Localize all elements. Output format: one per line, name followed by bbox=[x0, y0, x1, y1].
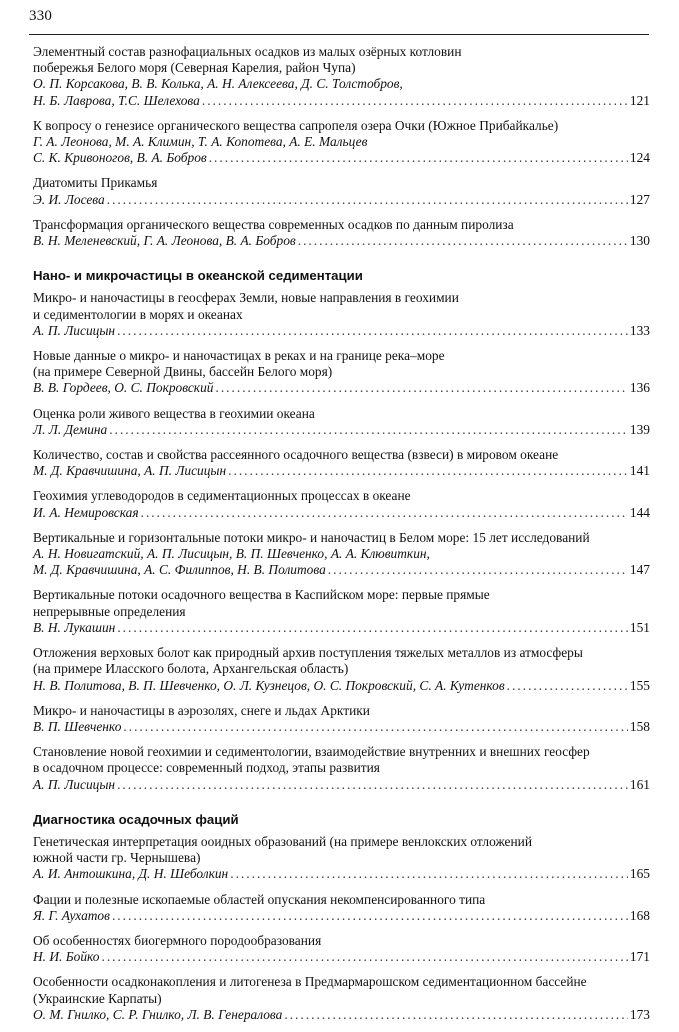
entry-authors-row bbox=[33, 505, 650, 521]
entry-authors-row bbox=[33, 949, 650, 965]
entry-authors-line: М. Д. Кравчишина, А. П. Лисицын bbox=[33, 463, 227, 479]
entry-authors-row bbox=[33, 233, 650, 249]
entry-authors-row bbox=[33, 323, 650, 339]
entry-title-line: Фации и полезные ископаемые областей опускания некомпенсированного типа bbox=[33, 891, 486, 907]
entry-page-number[interactable]: 151 bbox=[629, 619, 650, 635]
entry-title-line: Об особенностях биогермного породообразования bbox=[33, 932, 322, 948]
entry-title bbox=[33, 892, 650, 908]
entry-authors-row bbox=[33, 463, 650, 479]
entry-page-number[interactable]: 127 bbox=[629, 191, 650, 207]
entry-title bbox=[33, 175, 650, 191]
entry-authors-row bbox=[33, 678, 650, 694]
entry-authors-line: В. Н. Меленевский, Г. А. Леонова, В. А. Бобров bbox=[33, 233, 296, 249]
entry-authors-line: Я. Г. Аухатов bbox=[33, 907, 110, 923]
entry-title-line: южной части гр. Чернышева) bbox=[33, 850, 201, 866]
dot-leader bbox=[215, 380, 627, 396]
entry-title bbox=[33, 290, 650, 322]
entry-authors-line: А. И. Антошкина, Д. Н. Шеболкин bbox=[33, 866, 229, 882]
entry-page-number[interactable]: 171 bbox=[629, 949, 650, 965]
entry-authors-row bbox=[33, 719, 650, 735]
entry-title-line: (Украинские Карпаты) bbox=[33, 990, 162, 1006]
dot-leader bbox=[507, 678, 628, 694]
entry-page-number[interactable]: 173 bbox=[629, 1006, 650, 1022]
entry-authors-row bbox=[33, 192, 650, 208]
entry-page-number[interactable]: 136 bbox=[629, 380, 650, 396]
entry-title bbox=[33, 933, 650, 949]
entry-title-line: в осадочном процессе: современный подход, этапы развития bbox=[33, 760, 380, 776]
entry-authors-line: А. Н. Новигатский, А. П. Лисицын, В. П. Шевченко, А. А. Клювиткин, bbox=[33, 546, 430, 562]
entry-title-line: и седиментологии в морях и океанах bbox=[33, 306, 243, 322]
entry-page-number[interactable]: 161 bbox=[629, 776, 650, 792]
toc-entry[interactable] bbox=[33, 118, 650, 167]
entry-authors-line: Г. А. Леонова, М. А. Климин, Т. А. Копотева, А. Е. Мальцев bbox=[33, 134, 368, 150]
dot-leader bbox=[209, 150, 628, 166]
entry-page-number[interactable]: 165 bbox=[629, 866, 650, 882]
entry-authors-line: В. Н. Лукашин bbox=[33, 619, 116, 635]
toc-entry[interactable] bbox=[33, 834, 650, 883]
entry-title bbox=[33, 44, 650, 76]
toc-entry[interactable] bbox=[33, 44, 650, 109]
entry-title-line: Особенности осадконакопления и литогенеза в Предмармарошском седиментационном бассейне bbox=[33, 974, 587, 990]
toc-entry[interactable] bbox=[33, 290, 650, 339]
entry-title bbox=[33, 348, 650, 380]
entry-title-line: Количество, состав и свойства рассеянного осадочного вещества (взвеси) в мировом океане bbox=[33, 447, 559, 463]
entry-title-line: Диатомиты Прикамья bbox=[33, 175, 158, 191]
entry-title-line: Оценка роли живого вещества в геохимии океана bbox=[33, 405, 315, 421]
entry-page-number[interactable]: 168 bbox=[629, 907, 650, 923]
entry-page-number[interactable]: 130 bbox=[629, 233, 650, 249]
header-rule bbox=[29, 34, 649, 35]
entry-title bbox=[33, 834, 650, 866]
entry-authors-line: Н. И. Бойко bbox=[33, 949, 100, 965]
entry-authors-line: Л. Л. Демина bbox=[33, 421, 108, 437]
entry-title bbox=[33, 488, 650, 504]
dot-leader bbox=[230, 866, 628, 882]
entry-title-line: (на примере Северной Двины, бассейн Белого моря) bbox=[33, 364, 333, 380]
entry-title bbox=[33, 530, 650, 546]
entry-title bbox=[33, 974, 650, 1006]
entry-authors-line: В. П. Шевченко bbox=[33, 718, 122, 734]
entry-authors-line: В. В. Гордеев, О. С. Покровский bbox=[33, 380, 214, 396]
entry-page-number[interactable]: 124 bbox=[629, 150, 650, 166]
entry-title-line: Вертикальные потоки осадочного вещества в Каспийском море: первые прямые bbox=[33, 587, 490, 603]
entry-title bbox=[33, 645, 650, 677]
entry-title-line: (на примере Иласского болота, Архангельская область) bbox=[33, 661, 349, 677]
entry-title-line: К вопросу о генезисе органического вещества сапропеля озера Очки (Южное Прибайкалье) bbox=[33, 117, 559, 133]
entry-page-number[interactable]: 144 bbox=[629, 504, 650, 520]
entry-title bbox=[33, 406, 650, 422]
dot-leader bbox=[117, 323, 628, 339]
dot-leader bbox=[109, 422, 628, 438]
table-of-contents bbox=[33, 44, 650, 1032]
entry-page-number[interactable]: 139 bbox=[629, 421, 650, 437]
dot-leader bbox=[117, 620, 628, 636]
entry-authors-row bbox=[33, 777, 650, 793]
dot-leader bbox=[298, 233, 628, 249]
entry-authors-row bbox=[33, 620, 650, 636]
entry-authors-line: А. П. Лисицын bbox=[33, 322, 116, 338]
entry-page-number[interactable]: 141 bbox=[629, 463, 650, 479]
toc-entry[interactable] bbox=[33, 974, 650, 1023]
entry-authors-row bbox=[33, 93, 650, 109]
dot-leader bbox=[202, 93, 628, 109]
entry-title-line: Генетическая интерпретация ооидных образований (на примере венлокских отложений bbox=[33, 833, 532, 849]
entry-title bbox=[33, 118, 650, 134]
toc-entry[interactable] bbox=[33, 892, 650, 924]
entry-title-line: Вертикальные и горизонтальные потоки микро- и наночастиц в Белом море: 15 лет исследований bbox=[33, 529, 590, 545]
entry-authors-row bbox=[33, 380, 650, 396]
entry-authors-row bbox=[33, 1007, 650, 1023]
entry-title bbox=[33, 447, 650, 463]
entry-title-line: Элементный состав разнофациальных осадков из малых озёрных котловин bbox=[33, 44, 462, 59]
entry-title-line: Микро- и наночастицы в аэрозолях, снеге и льдах Арктики bbox=[33, 702, 370, 718]
entry-authors-row bbox=[33, 150, 650, 166]
entry-title-line: Микро- и наночастицы в геосферах Земли, новые направления в геохимии bbox=[33, 290, 459, 306]
dot-leader bbox=[107, 192, 628, 208]
page-number: 330 bbox=[29, 8, 53, 24]
entry-authors-line: С. К. Кривоногов, В. А. Бобров bbox=[33, 150, 207, 166]
entry-title bbox=[33, 703, 650, 719]
entry-authors-row bbox=[33, 422, 650, 438]
entry-authors-line: О. П. Корсакова, В. В. Колька, А. Н. Алексеева, Д. С. Толстобров, bbox=[33, 76, 403, 92]
entry-authors-line: Н. В. Политова, В. П. Шевченко, О. Л. Кузнецов, О. С. Покровский, С. А. Кутенков bbox=[33, 677, 505, 693]
section-heading: Нано- и микрочастицы в океанской седиментации bbox=[33, 268, 363, 284]
entry-authors-line: М. Д. Кравчишина, А. С. Филиппов, Н. В. Политова bbox=[33, 562, 326, 578]
toc-entry[interactable] bbox=[33, 348, 650, 397]
entry-title-line: непрерывные определения bbox=[33, 603, 186, 619]
dot-leader bbox=[284, 1007, 628, 1023]
toc-entry[interactable] bbox=[33, 645, 650, 694]
dot-leader bbox=[228, 463, 628, 479]
toc-entry[interactable] bbox=[33, 217, 650, 249]
toc-entry[interactable] bbox=[33, 703, 650, 735]
toc-entry[interactable] bbox=[33, 744, 650, 793]
entry-authors-line: И. А. Немировская bbox=[33, 504, 139, 520]
entry-title-line: Новые данные о микро- и наночастицах в реках и на границе река–море bbox=[33, 348, 445, 364]
entry-title-line: Трансформация органического вещества современных осадков по данным пиролиза bbox=[33, 216, 514, 232]
dot-leader bbox=[123, 719, 628, 735]
section-heading: Диагностика осадочных фаций bbox=[33, 811, 239, 827]
dot-leader bbox=[112, 908, 628, 924]
entry-page-number[interactable]: 121 bbox=[629, 92, 650, 108]
entry-authors-line: Э. И. Лосева bbox=[33, 191, 105, 207]
dot-leader bbox=[141, 505, 628, 521]
entry-authors-row bbox=[33, 866, 650, 882]
entry-page-number[interactable]: 158 bbox=[629, 718, 650, 734]
dot-leader bbox=[328, 562, 628, 578]
dot-leader bbox=[101, 949, 627, 965]
entry-title-line: Геохимия углеводородов в седиментационных процессах в океане bbox=[33, 488, 411, 504]
entry-title-line: Отложения верховых болот как природный архив поступления тяжелых металлов из атмосферы bbox=[33, 645, 583, 661]
entry-authors-row bbox=[33, 562, 650, 578]
entry-authors-row bbox=[33, 908, 650, 924]
entry-title bbox=[33, 744, 650, 776]
toc-entry[interactable] bbox=[33, 530, 650, 579]
entry-authors-line: Н. Б. Лаврова, Т.С. Шелехова bbox=[33, 92, 200, 108]
entry-authors-line: А. П. Лисицын bbox=[33, 776, 116, 792]
toc-entry[interactable] bbox=[33, 447, 650, 479]
entry-title bbox=[33, 587, 650, 619]
toc-entry[interactable] bbox=[33, 933, 650, 965]
entry-page-number[interactable]: 147 bbox=[629, 562, 650, 578]
toc-entry[interactable] bbox=[33, 587, 650, 636]
entry-page-number[interactable]: 133 bbox=[629, 322, 650, 338]
entry-page-number[interactable]: 155 bbox=[629, 677, 650, 693]
toc-entry[interactable] bbox=[33, 488, 650, 520]
entry-title-line: побережья Белого моря (Северная Карелия, район Чупа) bbox=[33, 60, 356, 76]
toc-entry[interactable] bbox=[33, 406, 650, 438]
entry-title bbox=[33, 217, 650, 233]
entry-authors-line: О. М. Гнилко, С. Р. Гнилко, Л. В. Генералова bbox=[33, 1006, 283, 1022]
toc-entry[interactable] bbox=[33, 175, 650, 207]
entry-title-line: Становление новой геохимии и седиментологии, взаимодействие внутренних и внешних геосфер bbox=[33, 744, 590, 760]
dot-leader bbox=[117, 777, 628, 793]
